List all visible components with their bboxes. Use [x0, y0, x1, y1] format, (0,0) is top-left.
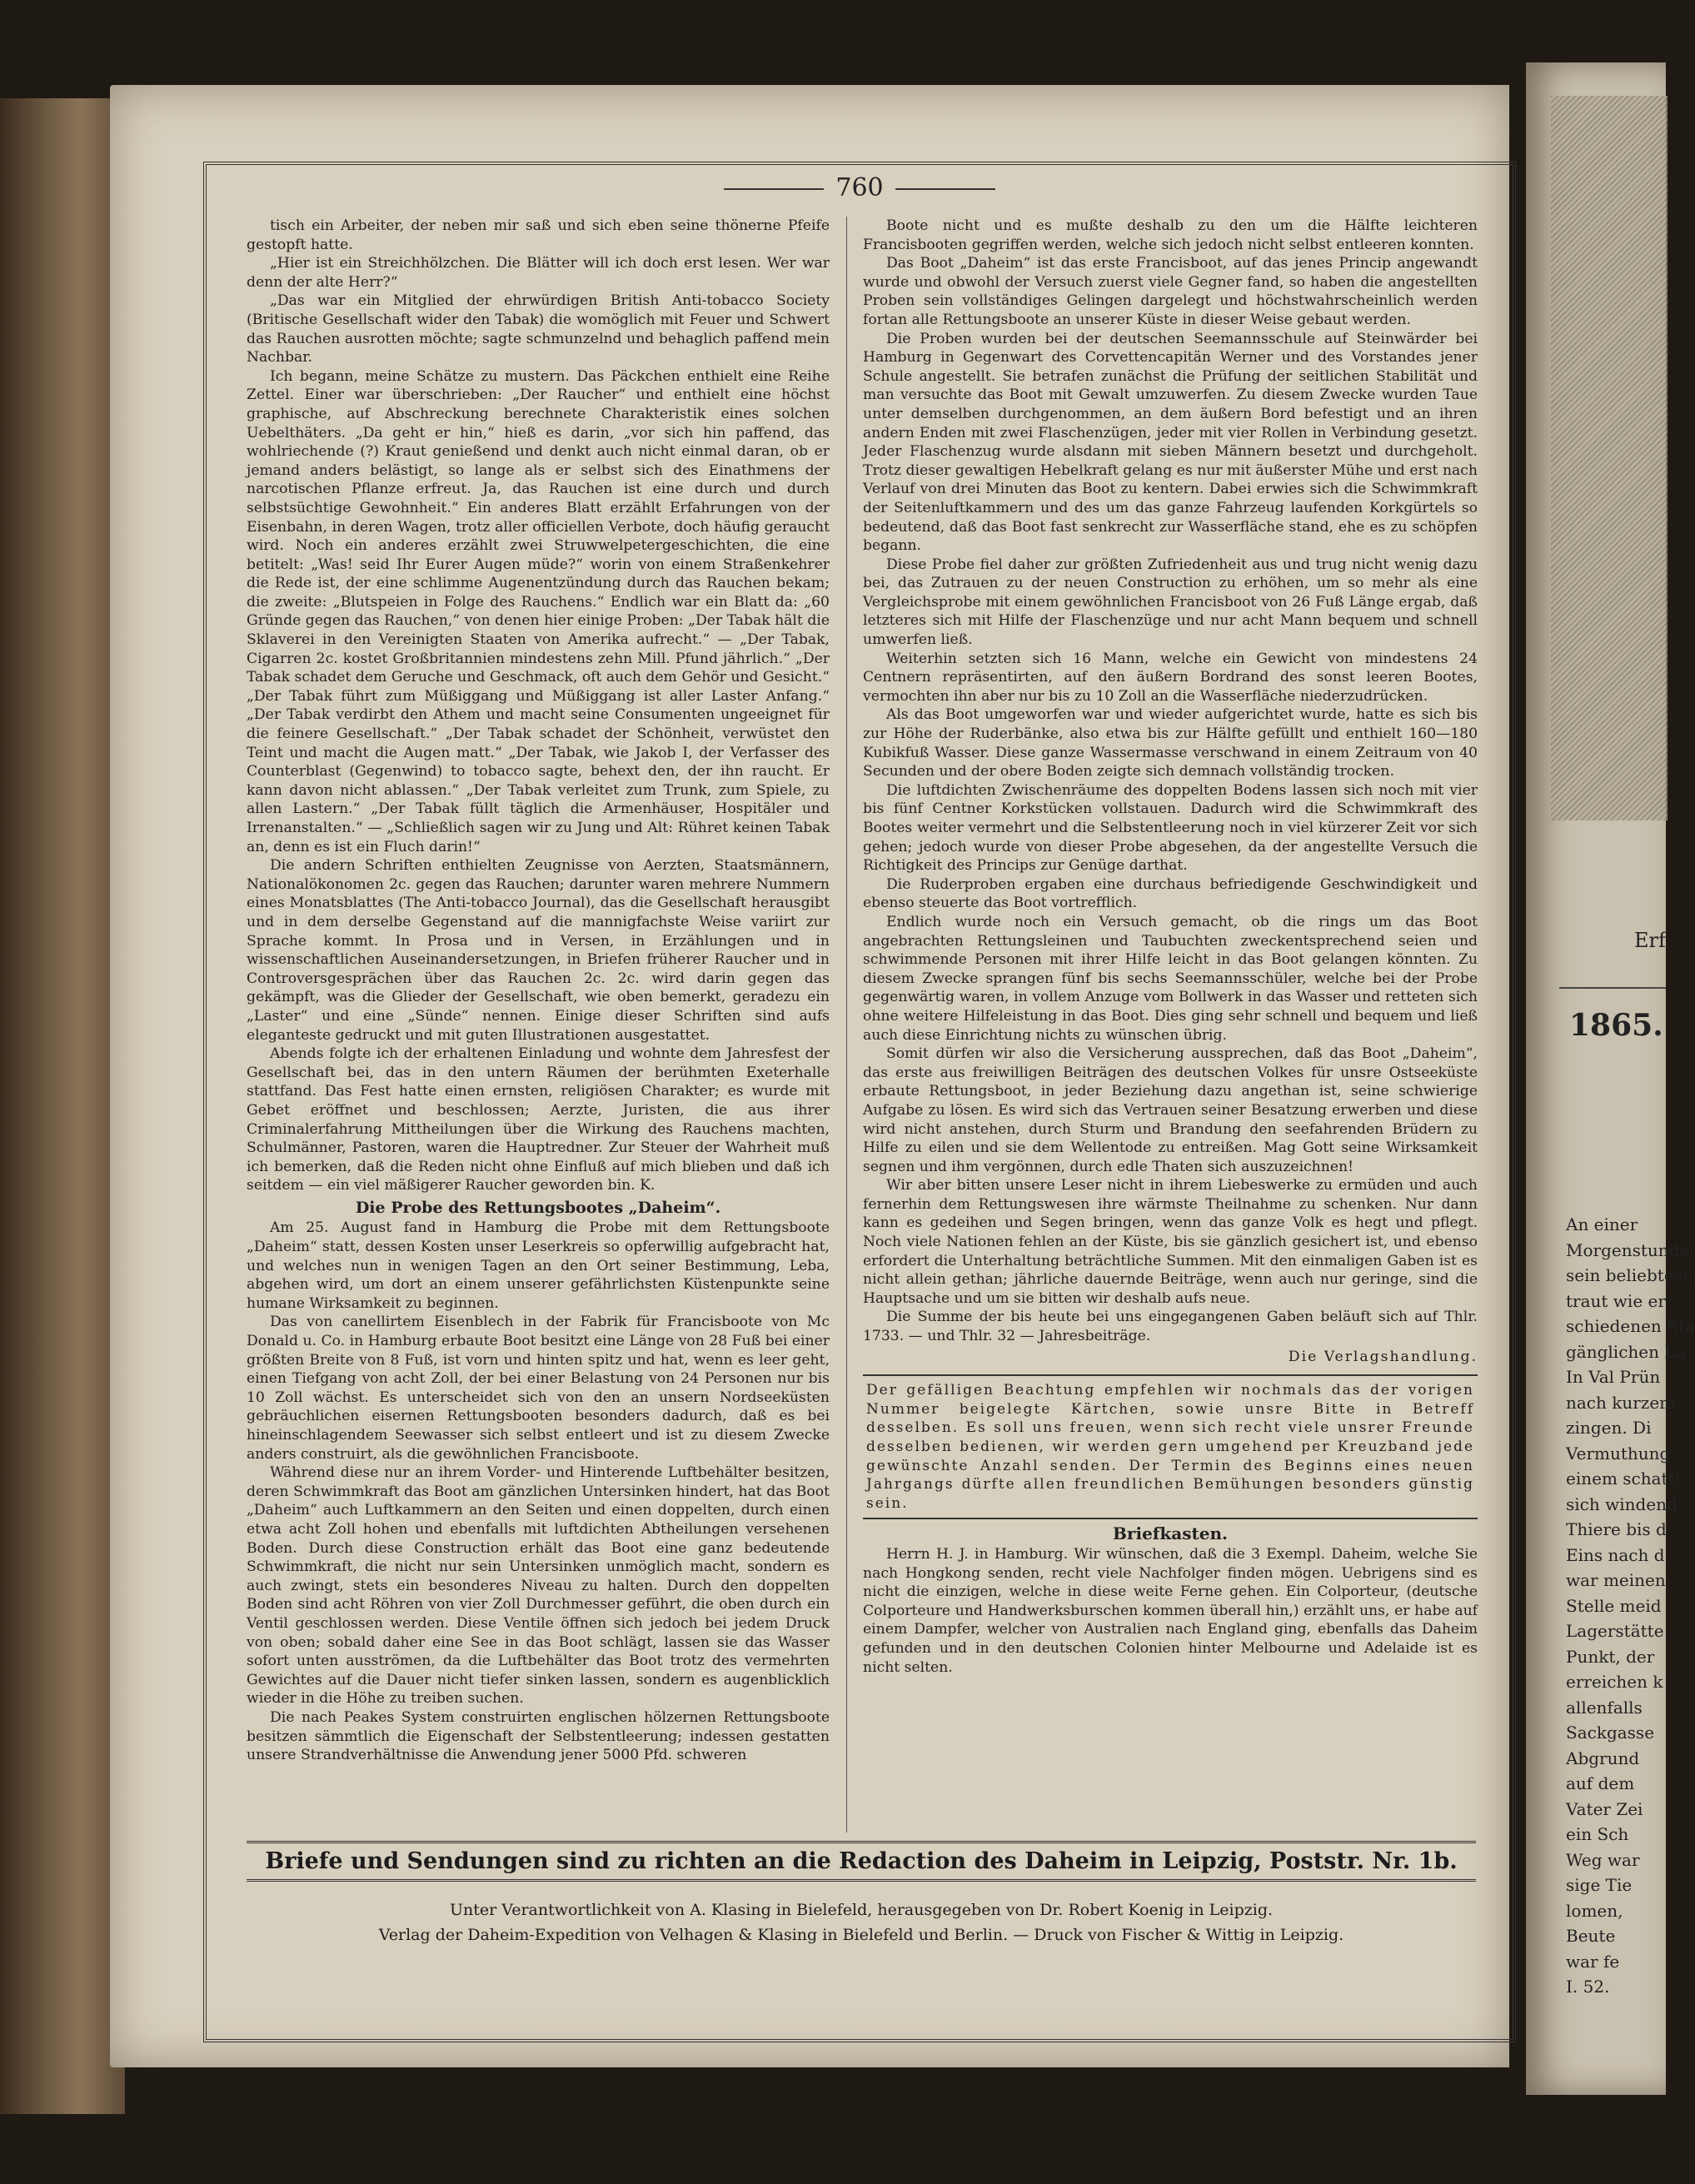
text-line: Lagerstätte — [1566, 1621, 1664, 1641]
text-line: sige Tie — [1566, 1875, 1633, 1895]
editorial-address: Briefe und Sendungen sind zu richten an die Redaction des Daheim in Leipzig, Poststr. Nr. 1b. — [247, 1841, 1476, 1882]
imprint — [247, 1897, 1476, 1947]
paragraph: Das Boot „Daheim“ ist das erste Francisboot, auf das jenes Princip angewandt wurde und obwohl der Versuch zuerst viele Gegner fand, so haben die angestellten Proben sein vollständiges Gelingen dargelegt und höchstwahrscheinlich werden fortan alle Rettungsboote an unserer Küste in dieser Weise gebaut werden. — [863, 255, 1478, 328]
facing-page — [1526, 62, 1695, 2095]
paragraph: Endlich wurde noch ein Versuch gemacht, ob die rings um das Boot angebrachten Rettungsleinen und Taubuchten zweckentsprechend seien und schwimmende Personen mit ihrer Hilfe leicht in das Boot gelangen könnten. Zu diesem Zwecke sprangen fünf bis sechs Seemannsschüler, welche bei der Probe gegenwärtig waren, in vollem Anzuge vom Bollwerk in das Wasser und retteten sich ohne weitere Hilfeleistung in das Boot. Dies ging sehr schnell und bequem und ließ auch diese Einrichtung nichts zu wünschen übrig. — [863, 913, 1478, 1044]
text-line: Sackgasse — [1566, 1723, 1655, 1743]
text-line: An einer — [1566, 1214, 1638, 1234]
paragraph: Die Proben wurden bei der deutschen Seemannsschule auf Steinwärder bei Hamburg in Gegenwart des Corvettencapitän Werner und des Vorstandes jener Schule angestellt. Sie betrafen zunächst die Prüfung der seitlichen Stabilität und man versuchte das Boot mit Gewalt umzuwerfen. Zu diesem Zwecke wurden Taue unter demselben durchgenommen, an dem äußern Bord befestigt und an ihren andern Enden mit zwei Flaschenzügen, jeder mit vier Rollen in Verbindung gesetzt. Jeder Flaschenzug wurde alsdann mit sieben Männern besetzt und durchgeholt. Trotz dieser gewaltigen Hebelkraft gelang es nur mit äußerster Mühe und erst nach Verlauf von drei Minuten das Boot zu kentern. Dabei erwies sich die Schwimmkraft der Seitenluftkammern und des um das ganze Fahrzeug laufenden Korkgürtels so bedeutend, daß das Boot fast senkrecht zur Wasserfläche stand, ehe es zu schöpfen begann. — [863, 330, 1478, 555]
reader-notice: Der gefälligen Beachtung empfehlen wir nochmals das der vorigen Nummer beigelegte Kärtchen, sowie unsre Bitte in Betreff desselben. Es soll uns freuen, wenn sich recht viele unsrer Freunde desselben bedienen, wir werden gern umgehend per Kreuzband jede gewünschte Anzahl senden. Der Termin des Beginns eines neuen Jahrgangs dürfte allen freundlichen Bemühungen besonders günstig sein. — [863, 1374, 1478, 1519]
text-line: Beute — [1566, 1926, 1616, 1946]
briefkasten-text: Herrn H. J. in Hamburg. Wir wünschen, daß die 3 Exempl. Daheim, welche Sie nach Hongkong senden, recht viele Nachfolger finden mögen. Uebrigens sind es nicht die einzigen, welche in diese weite Ferne gehen. Ein Colporteur, (deutsche Colporteure und Handwerksburschen kommen überall hin,) erzählt uns, er habe auf einem Dampfer, welcher von Australien nach England ging, ebenfalls das Daheim gefunden und in den deutschen Colonien hinter Melbourne und Adelaide ist es nicht selten. — [863, 1545, 1478, 1676]
text-line: schiedenen Sta — [1566, 1316, 1695, 1336]
article-heading: Die Probe des Rettungsbootes „Daheim“. — [355, 1198, 721, 1217]
page — [110, 85, 1509, 2067]
text-line: ein Sch — [1566, 1824, 1629, 1844]
briefkasten-heading: Briefkasten. — [1113, 1523, 1228, 1544]
paragraph: Die luftdichten Zwischenräume des doppelten Bodens lassen sich noch mit vier bis fünf Centner Korkstücken vollstauen. Dadurch wird die Schwimmkraft des Bootes weiter vermehrt und die Selbstentleerung noch in viel kürzerer Zeit vor sich gehen; jedoch wurde von dieser Probe abgesehen, da der angestellte Versuch die Richtigkeit des Princips zur Genüge darthat. — [863, 781, 1478, 875]
text-line: war fe — [1566, 1951, 1620, 1972]
paragraph: tisch ein Arbeiter, der neben mir saß und sich eben seine thönerne Pfeife gestopft hatte. — [247, 217, 830, 253]
right-column — [863, 217, 1478, 1837]
engraving-illustration — [1551, 96, 1668, 820]
paragraph: Die Summe der bis heute bei uns eingegangenen Gaben beläuft sich auf Thlr. 1733. — und Thlr. 32 — Jahresbeiträge. — [863, 1309, 1478, 1345]
text-line: Abgrund — [1566, 1748, 1640, 1768]
text-line: Vater Zei — [1566, 1798, 1643, 1819]
paragraph: Als das Boot umgeworfen war und wieder aufgerichtet wurde, hatte es sich bis zur Höhe der Ruderbänke, also etwa bis zur Hälfte gefüllt und enthielt 160—180 Kubikfuß Wasser. Diese ganze Wassermasse verschwand in einem Zeitraum von 40 Secunden und der obere Boden zeigte sich demnach vollständig trocken. — [863, 706, 1478, 780]
publisher-signature: Die Verlagshandlung. — [1288, 1348, 1478, 1365]
imprint-line: Verlag der Daheim-Expedition von Velhagen & Klasing in Bielefeld und Berlin. — Druck von Fischer & Wittig in Leipzig. — [378, 1926, 1344, 1944]
book-spine — [0, 98, 125, 2114]
paragraph: Die andern Schriften enthielten Zeugnisse von Aerzten, Staatsmännern, Nationalökonomen 2c. gegen das Rauchen; darunter waren mehrere Nummern eines Monatsblattes (The Anti-tobacco Journal), das die Gesellschaft herausgibt und in dem derselbe Gegenstand auf die mannigfachste Weise variirt zur Sprache kommt. In Prosa und in Versen, in Erzählungen und in wissenschaftlichen Auseinandersetzungen, in Briefen früherer Raucher und in Controversgesprächen über das Rauchen 2c. 2c. wird darin gegen das gekämpft, was die Glieder der Gesellschaft, wie oben bemerkt, geradezu ein „Laster“ und eine „Sünde“ nennen. Einige dieser Schriften sind aufs eleganteste gedruckt und mit guten Illustrationen ausgestattet. — [247, 857, 830, 1044]
text-line: war meinen — [1566, 1570, 1666, 1590]
text-line: einem schatti — [1566, 1468, 1681, 1488]
facing-page-year: 1865. — [1569, 1008, 1663, 1043]
facing-page-text — [1566, 1212, 1695, 2000]
text-line: gänglichen La — [1566, 1341, 1686, 1362]
text-line: zingen. Di — [1566, 1418, 1652, 1438]
text-line: lomen, — [1566, 1900, 1623, 1921]
facing-page-caption: Erf — [1634, 929, 1666, 952]
paragraph: Somit dürfen wir also die Versicherung aussprechen, daß das Boot „Daheim“, das erste aus freiwilligen Beiträgen des deutschen Volkes für unsre Ostseeküste erbaute Rettungsboot, in jeder Beziehung dazu angethan ist, seine schwierige Aufgabe zu lösen. Es wird sich das Vertrauen seiner Besatzung erwerben und diese wird nicht anstehen, durch Sturm und Brandung den seefahrenden Brüdern zu Hilfe zu eilen und sie dem Wellentode zu entreißen. Mag Gott seine Wirksamkeit segnen und ihm vergönnen, durch edle Thaten sich auszuzeichnen! — [863, 1045, 1478, 1175]
text-line: Morgenstunde — [1566, 1239, 1690, 1260]
page-number: 760 — [207, 173, 1513, 202]
column-divider — [846, 217, 847, 1832]
paragraph: Boote nicht und es mußte deshalb zu den um die Hälfte leichteren Francisbooten gegriffen werden, welche sich jedoch nicht selbst entleeren konnten. — [863, 217, 1478, 253]
text-line: Punkt, der — [1566, 1646, 1655, 1667]
text-line: erreichen k — [1566, 1672, 1663, 1692]
paragraph: Wir aber bitten unsere Leser nicht in ihrem Liebeswerke zu ermüden und auch fernerhin dem Rettungswesen ihre wärmste Theilnahme zu schenken. Nur dann kann es gedeihen und Segen bringen, wenn das ganze Volk es hegt und pflegt. Noch viele Nationen fehlen an der Küste, bis sie gänzlich gesichert ist, und ebenso erfordert die Unterhaltung beträchtliche Summen. Mit den einmaligen Gaben ist es nicht allein gethan; jährliche dauernde Beiträge, wenn auch nur geringe, sind die Hauptsache und um sie bitten wir deshalb aufs neue. — [863, 1177, 1478, 1307]
paragraph: Ich begann, meine Schätze zu mustern. Das Päckchen enthielt eine Reihe Zettel. Einer war überschrieben: „Der Raucher“ und enthielt eine höchst graphische, auf Abschreckung berechnete Charakteristik eines solchen Uebelthäters. „Da geht er hin,“ hieß es darin, „vor sich hin paffend, das wohlriechende (?) Kraut genießend und denkt auch nicht einmal daran, ob er jemand anders belästigt, so lange als er selbst sich des Einathmens der narcotischen Pflanze erfreut. Ja, das Rauchen ist eine durch und durch selbstsüchtige Gewohnheit.“ Ein anderes Blatt erzählt Erfahrungen von der Eisenbahn, in deren Wagen, trotz aller officiellen Verbote, doch häufig geraucht wird. Noch ein anderes erzählt zwei Struwwelpetergeschichten, die eine betitelt: „Was! seid Ihr Eurer Augen müde?“ worin von einem Straßenkehrer die Rede ist, der eine schlimme Augenentzündung durch das Rauchen bekam; die zweite: „Blutspeien in Folge des Rauchens.“ Endlich war ein Blatt da: „60 Gründe gegen das Rauchen,“ von denen hier einige Proben: „Der Tabak hält die Sklaverei in den Vereinigten Staaten von Amerika aufrecht.“ — „Der Tabak, Cigarren 2c. kostet Großbritannien mindestens zehn Mill. Pfund jährlich.“ „Der Tabak schadet dem Geruche und Geschmack, oft auch dem Gehör und Gesicht.“ „Der Tabak führt zum Müßiggang und Müßiggang ist aller Laster Anfang.“ „Der Tabak verdirbt den Athem und macht seine Consumenten ungeeignet für die feinere Gesellschaft.“ „Der Tabak schadet der Schönheit, verwüstet den Teint und macht die Augen matt.“ „Der Tabak, wie Jakob I, der Verfasser des Counterblast (Gegenwind) to tobacco sagte, behext den, der ihn raucht. Er kann davon nicht ablassen.“ „Der Tabak verleitet zum Trunk, zum Spiele, zu allen Lastern.“ „Der Tabak füllt täglich die Armenhäuser, Hospitäler und Irrenanstalten.“ — „Schließlich sagen wir zu Jung und Alt: Rühret keinen Tabak an, denn es ist ein Fluch darin!“ — [247, 367, 830, 855]
text-line: I. 52. — [1566, 1977, 1610, 1997]
text-line: traut wie er — [1566, 1290, 1666, 1311]
paragraph: Während diese nur an ihrem Vorder- und Hinterende Luftbehälter besitzen, deren Schwimmkraft das Boot am gänzlichen Untersinken hindert, hat das Boot „Daheim“ auch Luftkammern an den Seiten und einen doppelten, durch einen etwa acht Zoll hohen und ebenfalls mit luftdichten Abtheilungen versehenen Boden. Durch diese Construction erhält das Boot eine ganz bedeutende Schwimmkraft, die nicht nur sein Untersinken unmöglich macht, sondern es auch zwingt, stets ein besonderes Niveau zu halten. Durch den doppelten Boden sind acht Röhren von vier Zoll Durchmesser geführt, die oben durch ein Ventil geschlossen werden. Diese Ventile öffnen sich jedoch bei jedem Druck von oben; sobald daher eine See in das Boot schlägt, lassen sie das Wasser sofort unten ausströmen, da die Luftbehälter das Boot trotz des vermehrten Gewichtes auf die Dauer nicht tiefer sinken lassen, sondern es augenblicklich wieder in die Höhe zu treiben suchen. — [247, 1464, 830, 1708]
text-line: allenfalls — [1566, 1697, 1643, 1718]
paragraph: Abends folgte ich der erhaltenen Einladung und wohnte dem Jahresfest der Gesellschaft bei, das in den untern Räumen der berühmten Exeterhalle stattfand. Das Fest hatte einen ernsten, religiösen Charakter; es wurde mit Gebet eröffnet und beschlossen; Aerzte, Juristen, die aus ihrer Criminalerfahrung Mittheilungen über die Wirkung des Rauchens machten, Schulmänner, Pastoren, waren die Hauptredner. Zur Steuer der Wahrheit muß ich bemerken, daß die Reden nicht ohne Einfluß auf mich blieben und daß ich seitdem — ein viel mäßigerer Raucher geworden bin. K. — [247, 1045, 830, 1194]
paragraph: Das von canellirtem Eisenblech in der Fabrik für Francisboote von Mc Donald u. Co. in Hamburg erbaute Boot besitzt eine Länge von 28 Fuß bei einer größten Breite von 8 Fuß, ist vorn und hinten spitz und hat, wenn es leer geht, einen Tiefgang von acht Zoll, der bei einer Belastung von 24 Personen nur bis 10 Zoll wächst. Es unterscheidet sich von den an unsern Nordseeküsten gebräuchlichen eisernen Rettungsbooten besonders dadurch, daß es bei hineinschlagendem Seewasser sich selbst entleert und ist zu diesem Zwecke anders construirt, als die gewöhnlichen Francisboote. — [247, 1314, 830, 1463]
paragraph: „Hier ist ein Streichhölzchen. Die Blätter will ich doch erst lesen. Wer war denn der alte Herr?“ — [247, 255, 830, 291]
paragraph: Weiterhin setzten sich 16 Mann, welche ein Gewicht von mindestens 24 Centnern repräsentirten, auf den äußern Bordrand des sonst leeren Bootes, vermochten ihn aber nur bis zu 10 Zoll an die Wasserfläche niederzudrücken. — [863, 650, 1478, 705]
text-line: auf dem — [1566, 1773, 1635, 1793]
page-frame — [203, 162, 1516, 2042]
text-line: Vermuthung — [1566, 1443, 1671, 1463]
imprint-line: Unter Verantwortlichkeit von A. Klasing in Bielefeld, herausgegeben von Dr. Robert Koenig in Leipzig. — [449, 1901, 1274, 1919]
text-line: sein beliebtest — [1566, 1265, 1689, 1285]
paragraph: „Das war ein Mitglied der ehrwürdigen British Anti-tobacco Society (Britische Gesellschaft wider den Tabak) die womöglich mit Feuer und Schwert das Rauchen ausrotten möchte; sagte schmunzelnd und behaglich paffend mein Nachbar. — [247, 292, 830, 366]
left-column — [247, 217, 830, 1837]
text-line: Stelle meid — [1566, 1595, 1662, 1616]
text-line: Weg war — [1566, 1849, 1640, 1870]
text-line: In Val Prün — [1566, 1367, 1661, 1387]
paragraph: Am 25. August fand in Hamburg die Probe mit dem Rettungsboote „Daheim“ statt, dessen Kosten unser Leserkreis so opferwillig aufgebracht hat, und welches nun in wenigen Tagen an den Ort seiner Bestimmung, Leba, abgehen wird, um dort an einem unserer gefährlichsten Küstenpunkte seine humane Wirksamkeit zu beginnen. — [247, 1219, 830, 1312]
paragraph: Die nach Peakes System construirten englischen hölzernen Rettungsboote besitzen sämmtlich die Eigenschaft der Selbstentleerung; indessen gestatten unsere Strandverhältnisse die Anwendung jener 5000 Pfd. schweren — [247, 1708, 830, 1764]
text-line: sich windend — [1566, 1493, 1678, 1514]
paragraph: Diese Probe fiel daher zur größten Zufriedenheit aus und trug nicht wenig dazu bei, das Zutrauen zu der neuen Construction zu erhöhen, um so mehr als eine Vergleichsprobe mit einem gewöhnlichen Francisboot von 26 Fuß Länge ergab, daß letzteres sich mit Hilfe der Flaschenzüge und nur acht Mann bequem und schnell umwerfen ließ. — [863, 556, 1478, 649]
text-line: Thiere bis d — [1566, 1519, 1667, 1539]
paragraph: Die Ruderproben ergaben eine durchaus befriedigende Geschwindigkeit und ebenso steuerte das Boot vortrefflich. — [863, 875, 1478, 912]
facing-page-rule — [1559, 987, 1666, 989]
text-line: Eins nach d — [1566, 1544, 1665, 1565]
text-line: nach kurzem — [1566, 1392, 1676, 1413]
